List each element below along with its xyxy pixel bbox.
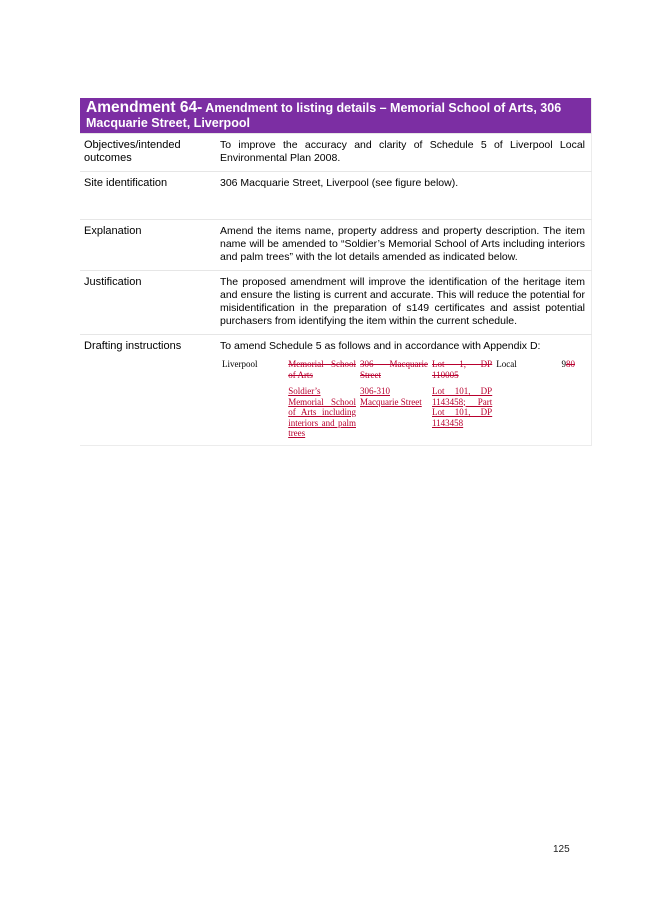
schedule-amendment-table [220, 359, 585, 439]
site-identification-label: Site identification [80, 172, 216, 220]
amendment-title: Amendment to listing details – Memorial School of Arts, 306 Macquarie Street, Liverpool [86, 101, 562, 130]
drafting-label: Drafting instructions [80, 335, 216, 446]
schedule-old-address: 306 Macquarie Street [360, 359, 428, 380]
schedule-item-number [560, 359, 586, 380]
drafting-row [80, 335, 592, 446]
schedule-old-lot: Lot 1, DP 110005 [432, 359, 493, 380]
objectives-row [80, 134, 592, 172]
schedule-old-row [220, 359, 585, 380]
amendment-header [80, 98, 592, 134]
justification-row [80, 271, 592, 335]
explanation-label: Explanation [80, 220, 216, 271]
justification-label: Justification [80, 271, 216, 335]
schedule-old-name: Memorial School of Arts [288, 359, 356, 380]
schedule-new-row [220, 386, 585, 439]
schedule-new-name: Soldier’s Memorial School of Arts including interiors and palm trees [288, 386, 356, 438]
schedule-new-address: 306-310 Macquarie Street [360, 386, 422, 407]
schedule-suburb: Liverpool [222, 359, 258, 369]
amendment-header-row [80, 98, 592, 134]
site-identification-value: 306 Macquarie Street, Liverpool (see figure below). [216, 172, 592, 220]
site-identification-row [80, 172, 592, 220]
item-number-base: 9 [561, 359, 566, 369]
explanation-value: Amend the items name, property address and property description. The item name will be amended to “Soldier’s Memorial School of Arts including interiors and palm trees” with the lot details amended as indicated below. [216, 220, 592, 271]
item-number-deleted: 80 [566, 359, 575, 369]
objectives-label: Objectives/intended outcomes [80, 134, 216, 172]
amendment-number: Amendment 64- [86, 99, 203, 116]
schedule-significance: Local [496, 359, 517, 369]
schedule-new-lot: Lot 101, DP 1143458; Part Lot 101, DP 1143458 [432, 386, 493, 428]
objectives-value: To improve the accuracy and clarity of Schedule 5 of Liverpool Local Environmental Plan 2008. [216, 134, 592, 172]
amendment-table [80, 98, 592, 446]
drafting-cell [216, 335, 592, 446]
explanation-row [80, 220, 592, 271]
page-number: 125 [553, 844, 570, 855]
drafting-value: To amend Schedule 5 as follows and in accordance with Appendix D: [220, 340, 541, 352]
justification-value: The proposed amendment will improve the identification of the heritage item and ensure the listing is current and accurate. This will reduce the potential for misidentification in the preparation of s149 certificates and assist potential purchasers from identifying the item within the current schedule. [216, 271, 592, 335]
